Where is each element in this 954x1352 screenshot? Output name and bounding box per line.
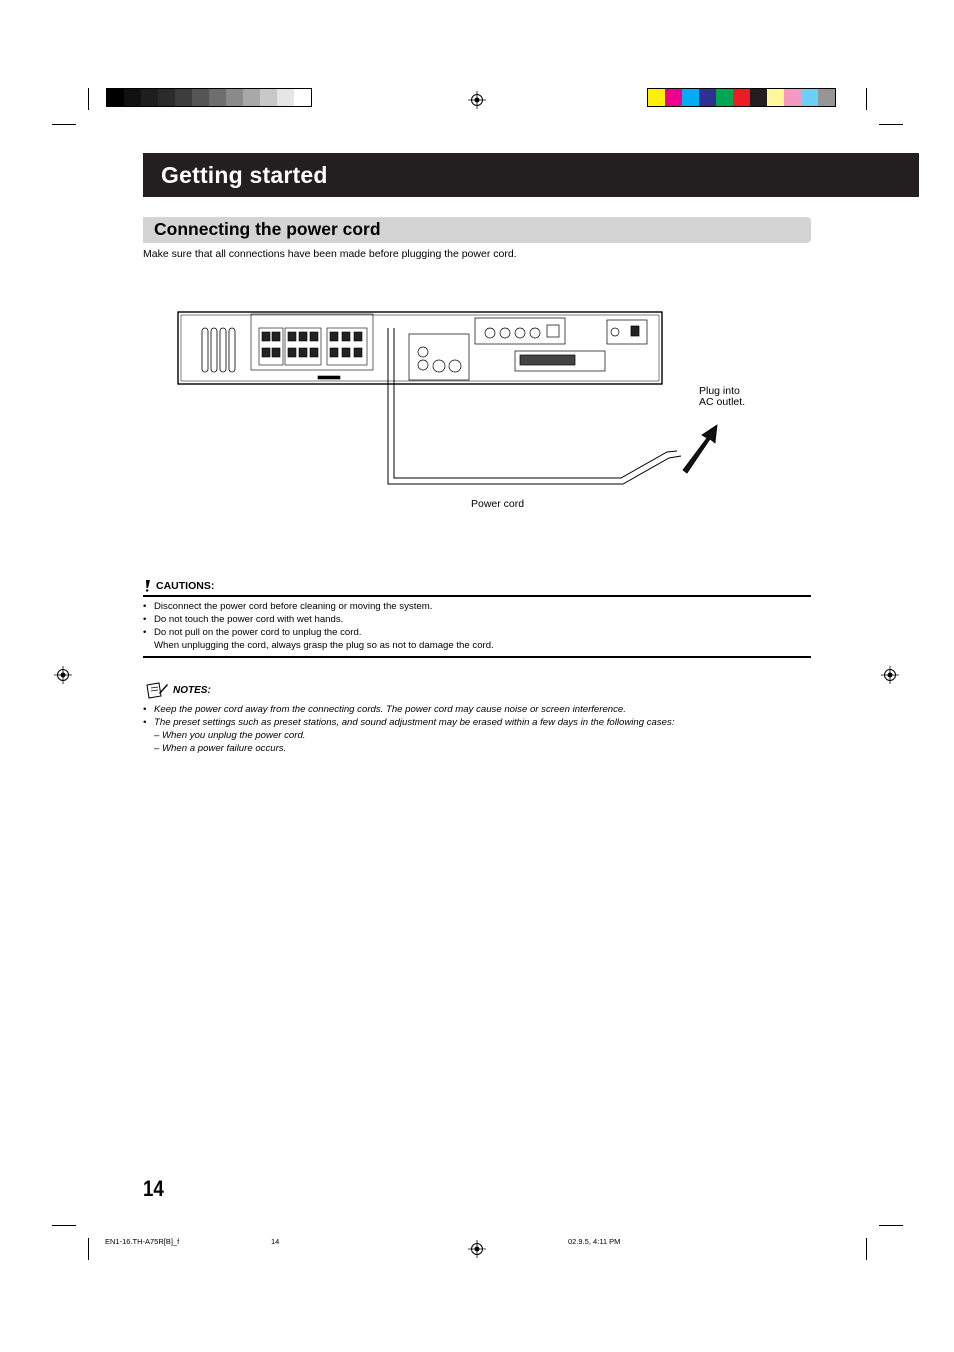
color-swatch <box>294 89 311 106</box>
color-swatch <box>243 89 260 106</box>
color-swatch <box>750 89 767 106</box>
color-swatch <box>716 89 733 106</box>
color-swatch <box>784 89 801 106</box>
crop-mark <box>866 88 867 110</box>
caution-item: • Do not touch the power cord with wet hands. <box>143 613 494 626</box>
color-swatch <box>209 89 226 106</box>
color-swatch <box>682 89 699 106</box>
page-number: 14 <box>143 1176 164 1201</box>
color-swatch <box>260 89 277 106</box>
crop-mark <box>52 1225 76 1226</box>
color-swatch <box>175 89 192 106</box>
cautions-heading <box>143 580 214 592</box>
av-input-jacks <box>409 318 647 380</box>
rear-panel-diagram <box>175 308 735 518</box>
plug-into-ac-label: Plug into AC outlet. <box>699 385 746 408</box>
cautions-list <box>143 600 494 652</box>
section-title: Connecting the power cord <box>154 219 381 239</box>
crop-mark <box>879 1225 903 1226</box>
footer-page: 14 <box>271 1237 280 1246</box>
chapter-banner <box>143 153 919 197</box>
intro-text: Make sure that all connections have been made before plugging the power cord. <box>143 248 517 260</box>
color-swatch <box>158 89 175 106</box>
color-swatch <box>733 89 750 106</box>
cautions-rule-top <box>143 595 811 597</box>
note-item: • The preset settings such as preset stations, and sound adjustment may be erased within a few days in the following cases: <box>143 716 674 729</box>
notes-heading-text: NOTES: <box>173 684 211 696</box>
chapter-title: Getting started <box>161 162 328 188</box>
color-swatch <box>818 89 835 106</box>
caution-item: • Do not pull on the power cord to unplug the cord. <box>143 626 494 639</box>
color-swatch <box>226 89 243 106</box>
registration-mark-icon <box>54 666 72 684</box>
color-swatch <box>192 89 209 106</box>
crop-mark <box>879 124 903 125</box>
notes-heading <box>145 681 211 699</box>
note-item: • Keep the power cord away from the connecting cords. The power cord may cause noise or screen interference. <box>143 703 674 716</box>
registration-mark-icon <box>468 1240 486 1258</box>
footer-timestamp: 02.9.5, 4:11 PM <box>568 1237 621 1246</box>
caution-item: When unplugging the cord, always grasp the plug so as not to damage the cord. <box>154 640 494 651</box>
plug-arrow-icon <box>683 425 717 473</box>
color-swatch <box>648 89 665 106</box>
cautions-heading-text: CAUTIONS: <box>156 580 215 592</box>
color-swatch <box>767 89 784 106</box>
gray-color-bar <box>106 88 312 107</box>
color-swatch <box>277 89 294 106</box>
process-color-bar <box>647 88 836 107</box>
power-cord-label: Power cord <box>471 498 525 510</box>
power-cord <box>388 328 681 484</box>
notes-icon <box>145 681 169 699</box>
note-item: – When a power failure occurs. <box>154 743 287 754</box>
crop-mark <box>866 1238 867 1260</box>
color-swatch <box>699 89 716 106</box>
registration-mark-icon <box>881 666 899 684</box>
color-swatch <box>801 89 818 106</box>
cautions-rule-bottom <box>143 656 811 658</box>
notes-list <box>143 703 674 755</box>
color-swatch <box>124 89 141 106</box>
footer-filename: EN1-16.TH-A75R[B]_f <box>105 1237 180 1246</box>
registration-mark-icon <box>468 91 486 109</box>
color-swatch <box>107 89 124 106</box>
color-swatch <box>141 89 158 106</box>
crop-mark <box>52 124 76 125</box>
note-item: – When you unplug the power cord. <box>154 730 306 741</box>
caution-icon <box>143 580 152 592</box>
crop-mark <box>88 1238 89 1260</box>
section-heading-bar <box>143 217 811 243</box>
speaker-terminals <box>251 314 373 379</box>
crop-mark <box>88 88 89 110</box>
vent-slots <box>202 328 235 372</box>
caution-item: • Disconnect the power cord before cleaning or moving the system. <box>143 600 494 613</box>
color-swatch <box>665 89 682 106</box>
